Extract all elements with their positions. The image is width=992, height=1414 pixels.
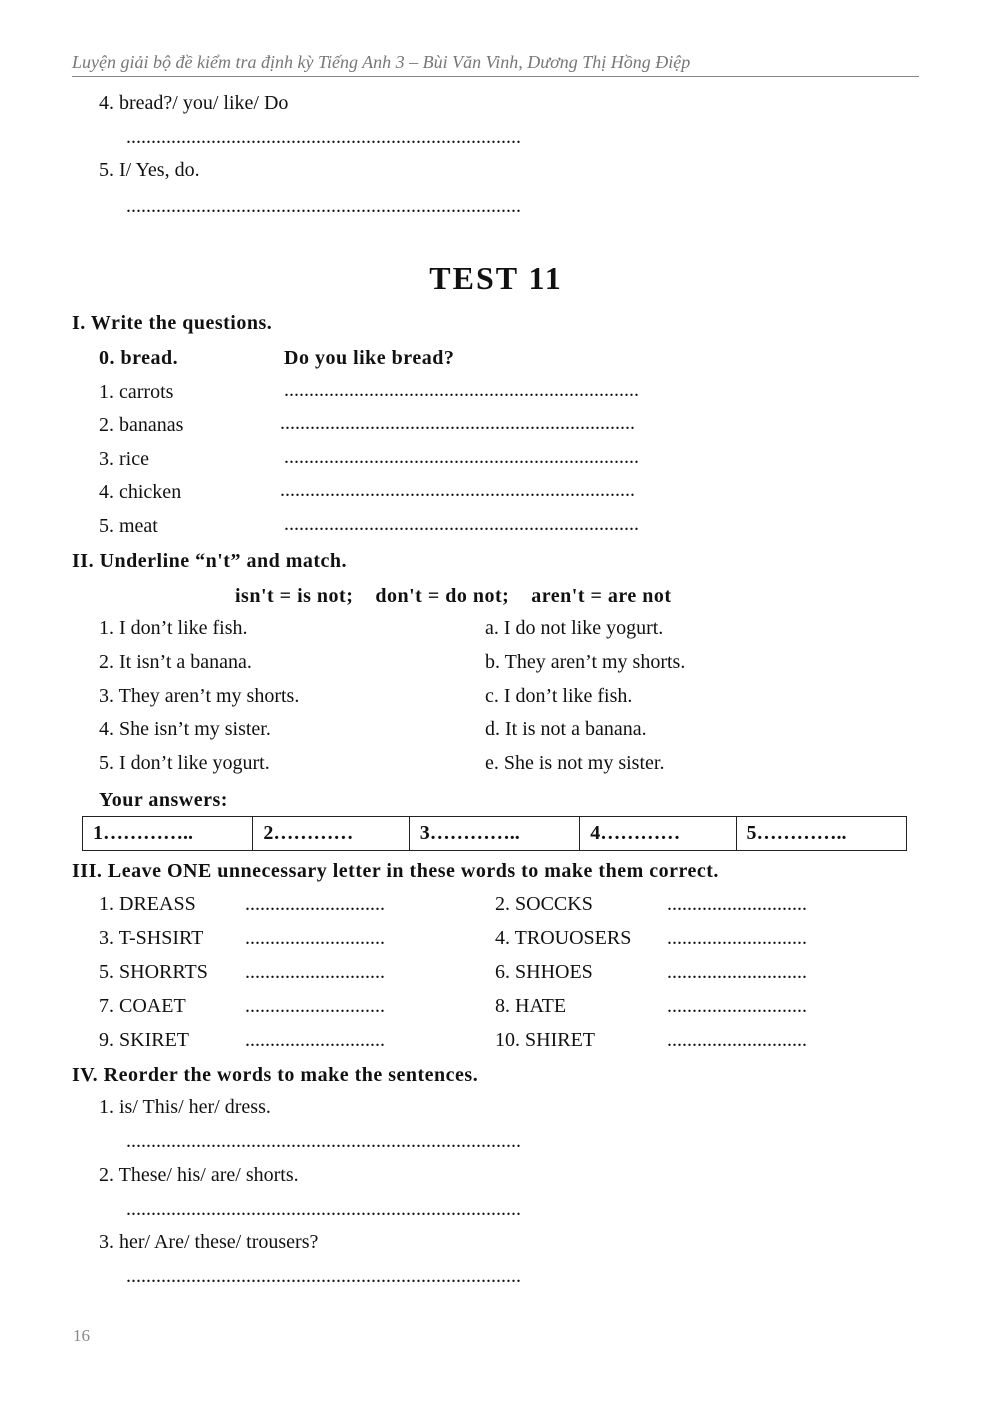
answer-line[interactable]: .......................................................................: [280, 412, 635, 434]
answer-line[interactable]: .......................................................................: [284, 379, 639, 401]
running-header: Luyện giải bộ đề kiểm tra định kỳ Tiếng Anh 3 – Bùi Văn Vinh, Dương Thị Hồng Điệp: [72, 52, 691, 72]
word-item: 10. SHIRET: [495, 1029, 595, 1051]
prev-question: 4. bread?/ you/ like/ Do: [99, 92, 289, 114]
page-number: 16: [73, 1326, 90, 1345]
word-item: 8. HATE: [495, 995, 567, 1017]
question-word: 2. bananas: [99, 414, 184, 436]
word-item: 7. COAET: [99, 995, 186, 1017]
answer-line[interactable]: ............................: [245, 927, 385, 949]
match-left-item: 4. She isn’t my sister.: [99, 718, 271, 740]
test-title: TEST 11: [429, 260, 563, 296]
example-word: 0. bread.: [99, 347, 179, 369]
contraction-legend: isn't = is not; don't = do not; aren't = are not: [235, 585, 672, 607]
question-word: 4. chicken: [99, 481, 182, 503]
match-right-item: b. They aren’t my shorts.: [485, 651, 686, 673]
question-word: 1. carrots: [99, 381, 174, 403]
answer-cell[interactable]: 5…………..: [736, 817, 906, 851]
answer-line[interactable]: .......................................................................: [284, 513, 639, 535]
section-1-heading: I. Write the questions.: [72, 312, 273, 334]
answer-cell[interactable]: 1…………..: [83, 817, 253, 851]
match-left-item: 1. I don’t like fish.: [99, 617, 248, 639]
question-word: 3. rice: [99, 448, 149, 470]
answer-line[interactable]: .......................................................................: [284, 446, 639, 468]
answer-cell[interactable]: 2…………: [253, 817, 409, 851]
answer-line[interactable]: ............................: [667, 927, 807, 949]
prev-question: 5. I/ Yes, do.: [99, 159, 200, 181]
answer-line[interactable]: ...............................................................................: [126, 1198, 521, 1220]
answer-line[interactable]: ............................: [667, 1029, 807, 1051]
word-item: 6. SHHOES: [495, 961, 593, 983]
match-left-item: 2. It isn’t a banana.: [99, 651, 252, 673]
reorder-item: 3. her/ Are/ these/ trousers?: [99, 1231, 319, 1253]
match-right-item: d. It is not a banana.: [485, 718, 647, 740]
answer-cell[interactable]: 4…………: [580, 817, 736, 851]
answer-line[interactable]: ...............................................................................: [126, 1265, 521, 1287]
answer-line[interactable]: ...............................................................................: [126, 1130, 521, 1152]
word-item: 1. DREASS: [99, 893, 196, 915]
answer-line[interactable]: ............................: [667, 995, 807, 1017]
example-answer: Do you like bread?: [284, 347, 455, 369]
answer-line[interactable]: ...............................................................................: [126, 195, 521, 217]
word-item: 2. SOCCKS: [495, 893, 593, 915]
word-item: 5. SHORRTS: [99, 961, 208, 983]
word-item: 4. TROUOSERS: [495, 927, 632, 949]
header-divider: [72, 76, 919, 77]
question-word: 5. meat: [99, 515, 158, 537]
match-right-item: c. I don’t like fish.: [485, 685, 633, 707]
section-2-heading: II. Underline “n't” and match.: [72, 550, 348, 572]
reorder-item: 1. is/ This/ her/ dress.: [99, 1096, 271, 1118]
match-left-item: 5. I don’t like yogurt.: [99, 752, 270, 774]
match-right-item: a. I do not like yogurt.: [485, 617, 664, 639]
answer-line[interactable]: ............................: [667, 893, 807, 915]
match-right-item: e. She is not my sister.: [485, 752, 665, 774]
answer-line[interactable]: ............................: [245, 995, 385, 1017]
answer-line[interactable]: ............................: [245, 893, 385, 915]
answer-line[interactable]: ............................: [245, 1029, 385, 1051]
answer-cell[interactable]: 3…………..: [409, 817, 579, 851]
section-3-heading: III. Leave ONE unnecessary letter in these words to make them correct.: [72, 860, 719, 882]
answer-line[interactable]: .......................................................................: [280, 479, 635, 501]
section-4-heading: IV. Reorder the words to make the sentences.: [72, 1064, 479, 1086]
answers-label: Your answers:: [99, 789, 228, 811]
word-item: 9. SKIRET: [99, 1029, 189, 1051]
word-item: 3. T-SHSIRT: [99, 927, 204, 949]
match-left-item: 3. They aren’t my shorts.: [99, 685, 300, 707]
answer-line[interactable]: ............................: [667, 961, 807, 983]
answer-line[interactable]: ...............................................................................: [126, 126, 521, 148]
reorder-item: 2. These/ his/ are/ shorts.: [99, 1164, 299, 1186]
answers-table: [82, 816, 907, 851]
answer-line[interactable]: ............................: [245, 961, 385, 983]
